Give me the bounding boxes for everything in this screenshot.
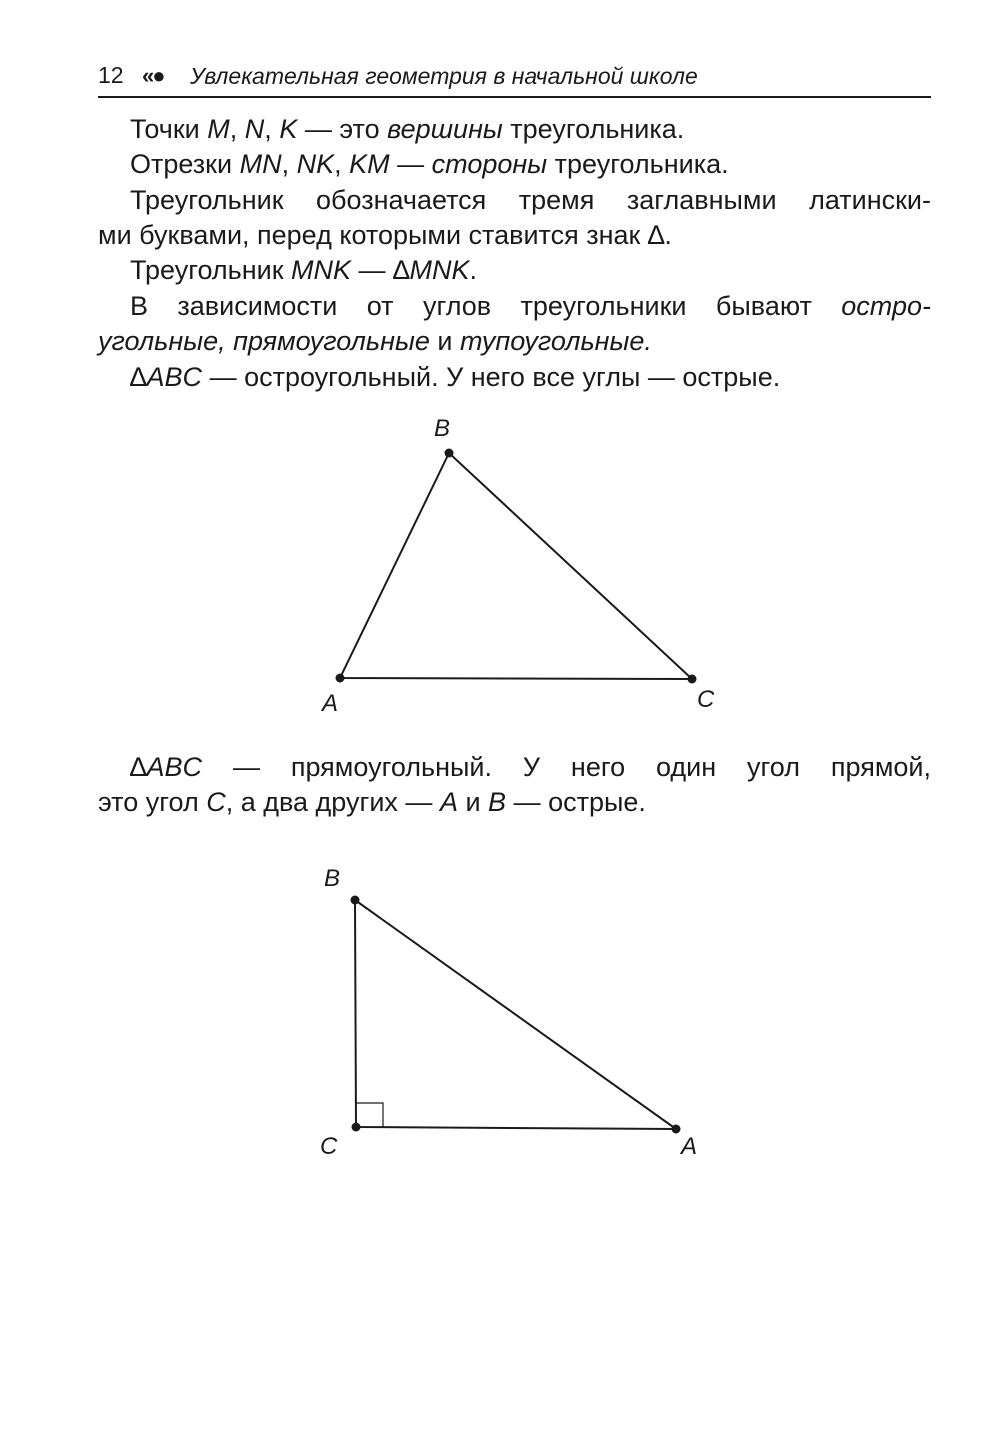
segment-mn: MN bbox=[239, 149, 282, 179]
text: . bbox=[469, 255, 478, 285]
triangle-name: MNK bbox=[409, 255, 470, 285]
text: — острые. bbox=[506, 787, 646, 817]
text: и bbox=[457, 787, 489, 817]
angle-a: A bbox=[439, 787, 458, 817]
vertex-a-dot bbox=[672, 1125, 681, 1134]
running-title: Увлекательная геометрия в начальной школе bbox=[190, 63, 698, 89]
text: Точки bbox=[130, 114, 208, 144]
vertex-a-dot bbox=[336, 674, 345, 683]
term-sides: стороны bbox=[431, 149, 548, 179]
text: , bbox=[264, 114, 280, 144]
vertex-b-label: B bbox=[324, 865, 341, 892]
acute-triangle bbox=[340, 453, 692, 679]
text: — прямоугольный. У него один угол прямой, bbox=[202, 752, 931, 782]
angle-c: C bbox=[206, 787, 226, 817]
term-acute: остро- bbox=[841, 291, 931, 321]
angle-b: B bbox=[488, 787, 507, 817]
segment-nk: NK bbox=[296, 149, 335, 179]
point-k: K bbox=[279, 114, 298, 144]
vertex-b-dot bbox=[445, 449, 454, 458]
right-triangle bbox=[355, 900, 676, 1129]
vertex-c-dot bbox=[352, 1123, 361, 1132]
acute-triangle-figure bbox=[320, 415, 715, 717]
text: ∆ bbox=[130, 362, 147, 392]
triangle-name: MNK bbox=[291, 255, 352, 285]
point-n: N bbox=[244, 114, 265, 144]
text: это угол bbox=[98, 787, 207, 817]
term-vertices: вершины bbox=[387, 114, 503, 144]
term-right: угольные, прямоугольные bbox=[98, 326, 430, 356]
vertex-b-label: B bbox=[434, 415, 451, 442]
text: — остроугольный. У него все углы — острые. bbox=[202, 362, 781, 392]
text-line: ми буквами, перед которыми ставится знак ∆. bbox=[98, 220, 672, 250]
text: , а два других — bbox=[225, 787, 440, 817]
text: треугольника. bbox=[547, 149, 729, 179]
text: , bbox=[281, 149, 297, 179]
segment-km: KM bbox=[349, 149, 390, 179]
vertex-c-dot bbox=[688, 675, 697, 684]
text: Треугольник bbox=[130, 255, 292, 285]
vertex-a-label: A bbox=[681, 1133, 698, 1160]
right-angle-mark bbox=[356, 1103, 383, 1127]
point-m: M bbox=[207, 114, 230, 144]
vertex-a-label: A bbox=[322, 690, 339, 717]
right-triangle-figure bbox=[320, 865, 697, 1160]
vertex-c-label: C bbox=[697, 686, 715, 713]
vertex-c-label: C bbox=[320, 1133, 338, 1160]
text: — это bbox=[297, 114, 388, 144]
text-line: Треугольник обозначается тремя заглавными латински- bbox=[130, 185, 931, 215]
triangle-name: ABC bbox=[146, 752, 203, 782]
text: ∆ bbox=[130, 752, 147, 782]
text: Отрезки bbox=[130, 149, 240, 179]
text: — bbox=[389, 149, 432, 179]
page-number: 12 bbox=[98, 62, 124, 88]
text: — ∆ bbox=[351, 255, 410, 285]
vertex-b-dot bbox=[351, 896, 360, 905]
text: и bbox=[429, 326, 460, 356]
text: , bbox=[229, 114, 245, 144]
series-mark-icon: «● bbox=[142, 63, 164, 88]
text: , bbox=[334, 149, 350, 179]
triangle-name: ABC bbox=[146, 362, 203, 392]
text: В зависимости от углов треугольники бывают bbox=[130, 291, 842, 321]
term-obtuse: тупоугольные. bbox=[459, 326, 652, 356]
text: треугольника. bbox=[502, 114, 685, 144]
